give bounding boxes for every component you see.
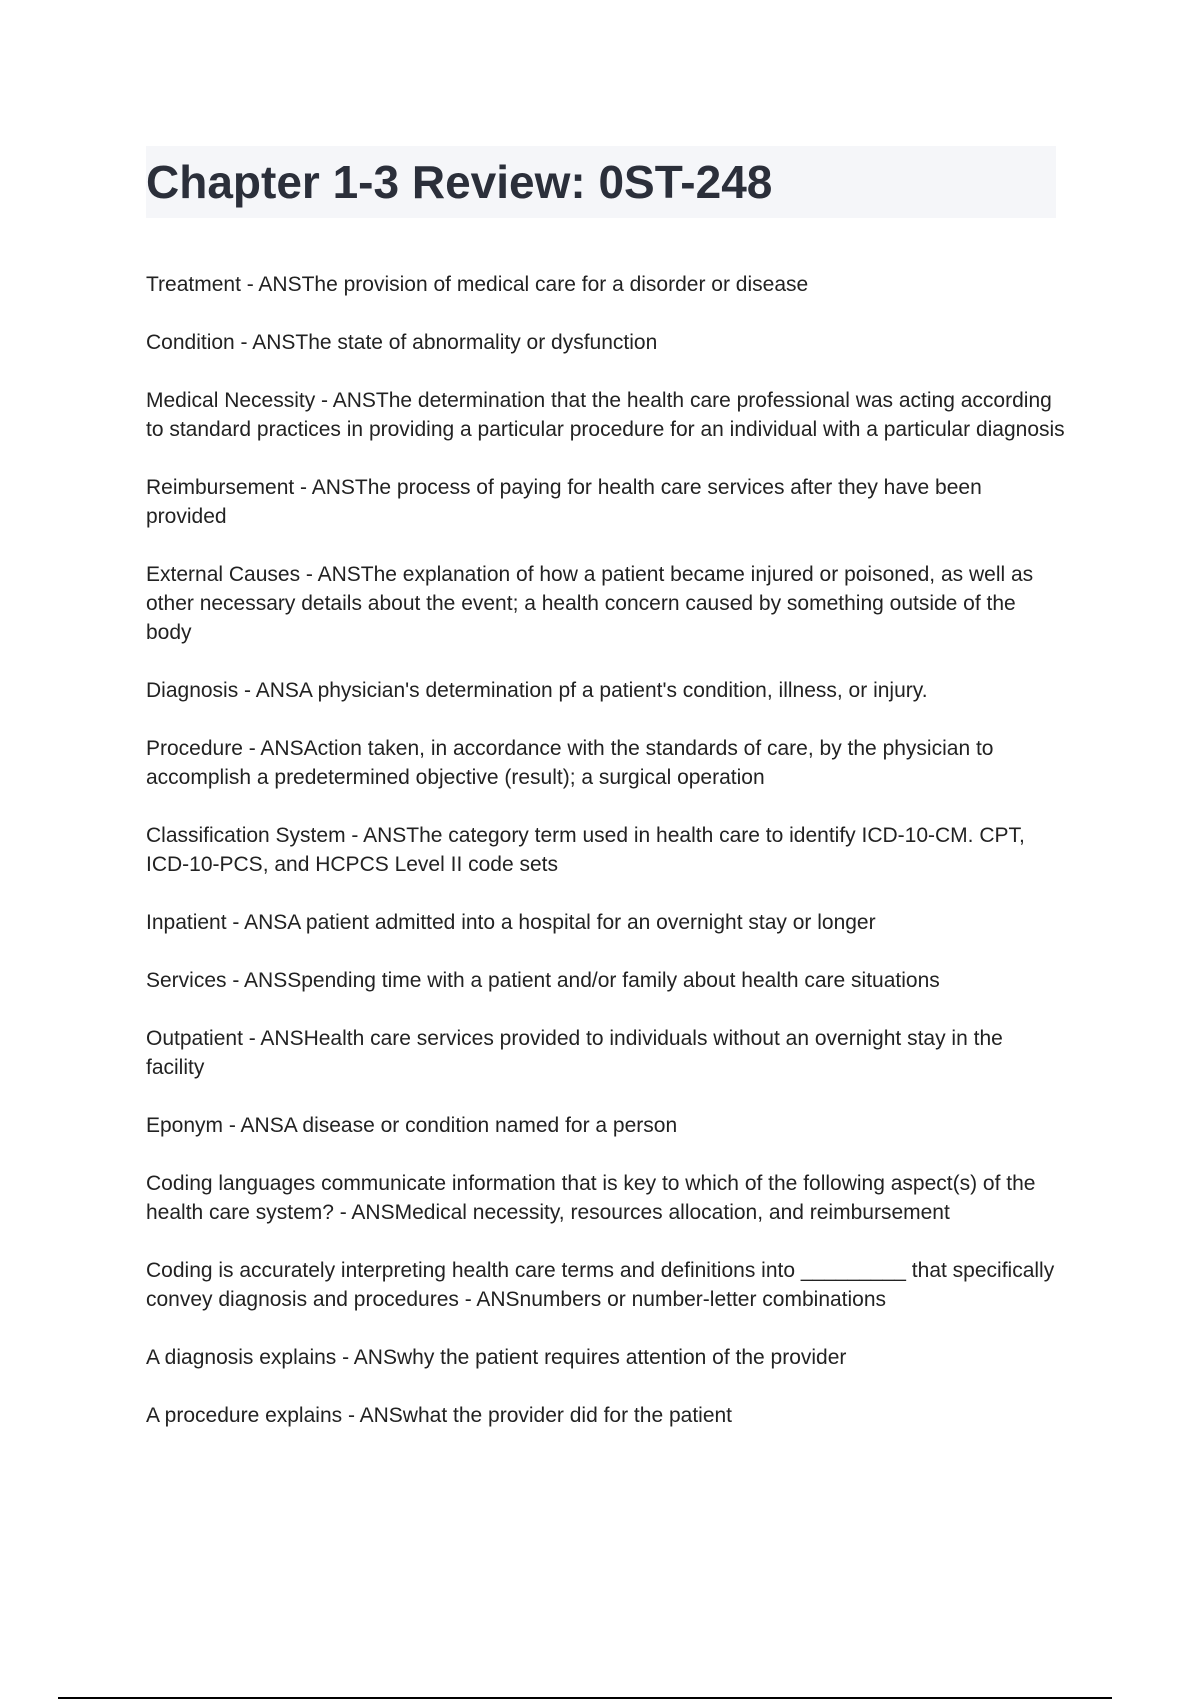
flashcard-entry-outpatient: Outpatient - ANSHealth care services provided to individuals without an overnight stay in the facility <box>146 1027 1003 1079</box>
flashcard-entry-treatment: Treatment - ANSThe provision of medical care for a disorder or disease <box>146 273 809 296</box>
flashcard-entry-procedure-explains: A procedure explains - ANSwhat the provider did for the patient <box>146 1404 733 1427</box>
footer-divider <box>58 1697 1112 1699</box>
flashcard-entry-coding-definition: Coding is accurately interpreting health care terms and definitions into _________ that specifically convey diagnosis and procedures - ANSnumbers or number-letter combinations <box>146 1259 1055 1311</box>
flashcard-entry-classification-system: Classification System - ANSThe category term used in health care to identify ICD-10-CM. CPT, ICD-10-PCS, and HCPCS Level II code sets <box>146 824 1025 876</box>
flashcard-entry-external-causes: External Causes - ANSThe explanation of how a patient became injured or poisoned, as well as other necessary details about the event; a health concern caused by something outside of the body <box>146 563 1034 644</box>
flashcard-list <box>146 270 1066 1459</box>
flashcard-entry-services: Services - ANSSpending time with a patient and/or family about health care situations <box>146 969 940 992</box>
flashcard-entry-inpatient: Inpatient - ANSA patient admitted into a hospital for an overnight stay or longer <box>146 911 876 934</box>
flashcard-entry-diagnosis: Diagnosis - ANSA physician's determination pf a patient's condition, illness, or injury. <box>146 679 928 702</box>
flashcard-entry-medical-necessity: Medical Necessity - ANSThe determination that the health care professional was acting according to standard practices in providing a particular procedure for an individual with a particular diagnosis <box>146 389 1065 441</box>
page-title: Chapter 1-3 Review: 0ST-248 <box>146 156 773 208</box>
title-banner <box>146 146 1056 218</box>
flashcard-entry-procedure: Procedure - ANSAction taken, in accordance with the standards of care, by the physician to accomplish a predetermined objective (result); a surgical operation <box>146 737 994 789</box>
flashcard-entry-reimbursement: Reimbursement - ANSThe process of paying for health care services after they have been provided <box>146 476 982 528</box>
flashcard-entry-condition: Condition - ANSThe state of abnormality or dysfunction <box>146 331 658 354</box>
flashcard-entry-eponym: Eponym - ANSA disease or condition named for a person <box>146 1114 678 1137</box>
flashcard-entry-diagnosis-explains: A diagnosis explains - ANSwhy the patient requires attention of the provider <box>146 1346 847 1369</box>
flashcard-entry-coding-languages: Coding languages communicate information that is key to which of the following aspect(s) of the health care system? - ANSMedical necessity, resources allocation, and reimbursement <box>146 1172 1036 1224</box>
